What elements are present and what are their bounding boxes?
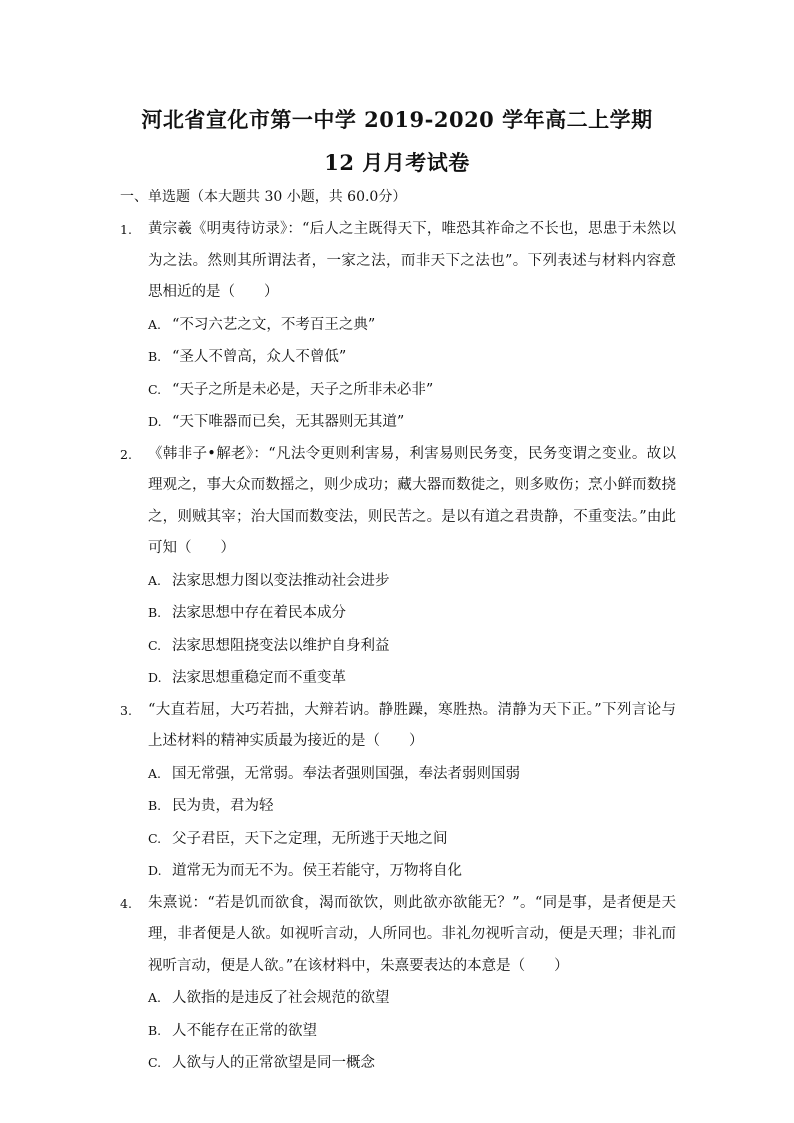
question-number: 4. [120,895,132,911]
question-number: 3. [120,702,132,718]
question-1 [0,214,794,439]
option-c [148,374,794,407]
option-c [148,823,794,856]
option-b [148,597,794,630]
option-label: C. [148,1055,162,1070]
option-label: D. [148,670,162,685]
option-d [148,855,794,888]
question-stem: “大直若屈，大巧若拙，大辩若讷。静胜躁，寒胜热。清静为天下正。”下列言论与上述材料的精神实质最为接近的是（ ） [148,701,676,749]
option-text: 法家思想力图以变法推动社会进步 [172,572,390,589]
option-text: 国无常强，无常弱。奉法者强则国强，奉法者弱则国弱 [172,765,520,782]
question-stem: 《韩非子•解老》：“凡法令更则利害易，利害易则民务变，民务变谓之变业。故以理观之，事大众而数摇之，则少成功；藏大器而数徙之，则多败伤；烹小鲜而数挠之，则贼其宰；治大国而数变法，则民苦之。是以有道之君贵静，不重变法。”由此可知（ ） [148,445,676,556]
question-stem: 朱熹说：“若是饥而欲食，渴而欲饮，则此欲亦欲能无？”。“同是事，是者便是天理，非者便是人欲。如视听言动，人所同也。非礼勿视听言动，便是天理；非礼而视听言动，便是人欲。”在该材料中，朱熹要表达的本意是（ ） [148,894,676,974]
option-a [148,982,794,1015]
option-text: 法家思想阻挠变法以维护自身利益 [172,637,390,654]
question-4 [0,888,794,1080]
option-label: A. [148,316,162,332]
question-number: 2. [120,446,132,462]
option-label: B. [148,798,162,813]
option-text: “天下唯器而已矣，无其器则无其道” [172,414,405,430]
option-label: B. [148,605,162,620]
option-b [148,790,794,823]
option-text: 人欲与人的正常欲望是同一概念 [172,1055,375,1071]
option-b [148,341,794,374]
option-label: C. [148,381,162,397]
option-d [148,406,794,439]
question-stem: 黄宗羲《明夷待访录》：“后人之主既得天下，唯恐其祚命之不长也，思患于未然以为之法。然则其所谓法者，一家之法，而非天下之法也”。下列表述与材料内容意思相近的是（ ） [148,221,676,300]
option-b [148,1015,794,1048]
option-label: A. [148,990,162,1005]
question-number: 1. [120,222,132,237]
option-c [148,1047,794,1080]
option-text: 父子君臣，天下之定理，无所逃于天地之间 [172,830,448,847]
option-text: 法家思想中存在着民本成分 [172,605,346,621]
option-text: “圣人不曾高，众人不曾低” [172,349,347,365]
question-list [0,214,794,1080]
option-a [148,565,794,598]
option-a [148,309,794,342]
option-text: 民为贵，君为轻 [172,798,274,814]
option-label: D. [148,414,162,429]
section-heading: 一、单选题（本大题共 30 小题，共 60.0分） [120,189,407,205]
question-3 [0,695,794,888]
option-text: 道常无为而无不为。侯王若能守，万物将自化 [172,863,462,879]
option-c [148,630,794,663]
option-text: 人欲指的是违反了社会规范的欲望 [172,990,390,1006]
option-label: B. [148,349,162,364]
option-d [148,662,794,695]
page-title-line-1: 河北省宣化市第一中学 2019-2020 学年高二上学期 [141,107,653,132]
option-a [148,758,794,791]
option-text: “天子之所是未必是，天子之所非未必非” [172,381,434,398]
option-label: B. [148,1022,162,1038]
question-2 [0,439,794,695]
option-label: A. [148,572,162,588]
option-text: 人不能存在正常的欲望 [172,1022,317,1039]
page-title-line-2: 12 月月考试卷 [324,150,470,175]
option-text: 法家思想重稳定而不重变革 [172,670,346,686]
option-label: D. [148,863,162,878]
option-text: “不习六艺之文，不考百王之典” [172,316,376,333]
option-label: C. [148,637,162,653]
option-label: A. [148,765,162,781]
option-label: C. [148,830,162,846]
